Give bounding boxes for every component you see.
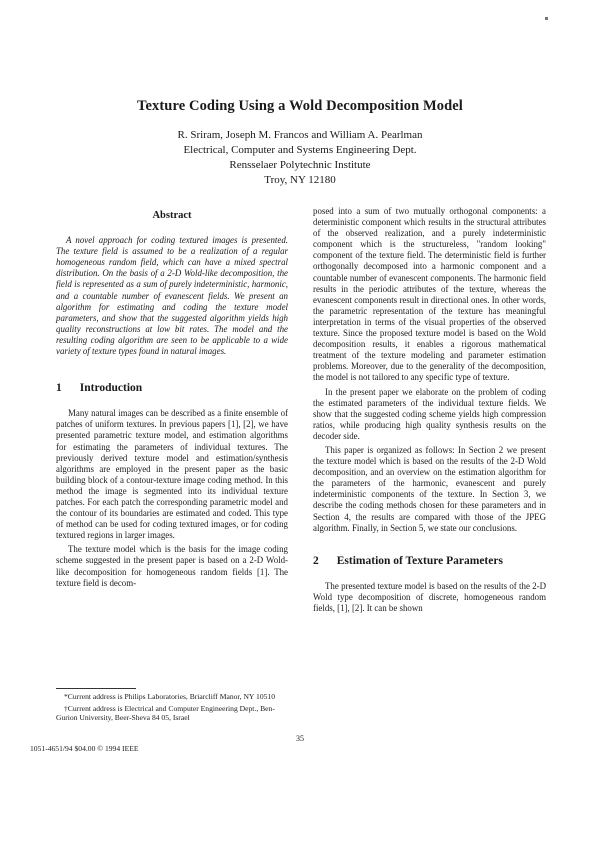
right-column xyxy=(313,206,546,617)
section-2-heading xyxy=(313,556,546,567)
abstract-heading: Abstract xyxy=(152,210,192,221)
intro-paragraph-2: The texture model which is the basis for the image coding scheme suggested in the present paper is based on a 2-D Wold-like decomposition for homogeneous random fields [1]. The texture field is decom- xyxy=(56,544,288,588)
section-1-title: Introduction xyxy=(79,382,143,395)
affiliation-institute: Rensselaer Polytechnic Institute xyxy=(229,159,371,171)
paper-title: Texture Coding Using a Wold Decomposition Model xyxy=(137,98,463,114)
section-1-number: 1 xyxy=(56,382,62,395)
section-1-heading xyxy=(56,383,288,394)
left-column xyxy=(56,206,288,592)
footnotes xyxy=(56,688,288,725)
section-2-number: 2 xyxy=(313,554,319,567)
intro-paragraph-4: This paper is organized as follows: In Section 2 we present the texture model which is based on the results of the 2-D Wold decomposition, and an overview on the estimation algorithm for the parameters of the harmonic, evanescent and purely indeterministic components of the texture. In Section 3, we describe the coding methods chosen for these parameters and in Section 4, the results are compared with those of the JPEG algorithm. Finally, in Section 5, we state our conclusions. xyxy=(313,444,546,533)
author-block xyxy=(80,128,520,188)
copyright-line: 1051-4651/94 $04.00 © 1994 IEEE xyxy=(30,744,139,753)
footnote-rule xyxy=(56,688,136,689)
footnote-2: †Current address is Electrical and Computer Engineering Dept., Ben-Gurion University, Beer-Sheva 84 05, Israel xyxy=(56,703,275,723)
intro-paragraph-1: Many natural images can be described as a finite ensemble of patches of uniform textures. In previous papers [1], [2], we have presented parametric texture model, and estimation algorithms for estimating the parameters of individual textures. The previously derived texture model and estimation/synthesis algorithms are employed in the present paper as the basic building block of a contour-texture image coding method. In this method the image is segmented into its individual texture patches. For each patch the corresponding parametric model and the contour of its boundaries are estimated and coded. This type of method can be used for coding textured images, or for coding textured regions in larger images. xyxy=(56,408,288,541)
affiliation-location: Troy, NY 12180 xyxy=(264,174,336,186)
author-names: R. Sriram, Joseph M. Francos and William A. Pearlman xyxy=(177,129,423,141)
footnote-1: *Current address is Philips Laboratories, Briarcliff Manor, NY 10510 xyxy=(64,692,276,701)
intro-paragraph-3: In the present paper we elaborate on the problem of coding the estimated parameters of the individual texture fields. We show that the suggested coding scheme yields high compression ratios, while producing high quality synthesis results on the decoder side. xyxy=(313,386,546,441)
intro-continuation: posed into a sum of two mutually orthogonal components: a deterministic component which results in the structural attributes of the observed realization, and a purely indeterministic component which is the structureless, "random looking" component of the texture field. The deterministic field is further orthogonally decomposed into a harmonic component and a countable number of evanescent components. The harmonic field results in the periodic attributes of the texture, whereas the evanescent components result in directional ones. In other words, the parametric representation of the texture has meaningful interpretation in terms of the visual properties of the observed texture. Since the proposed texture model is based on the Wold decomposition results, it enables a rigorous mathematical treatment of the texture modeling and parameter estimation problems. Moreover, due to the generality of the decomposition, the model is not tailored to any specific type of texture. xyxy=(313,206,546,383)
scan-speck xyxy=(545,17,548,20)
section-2-title: Estimation of Texture Parameters xyxy=(336,554,503,567)
abstract-text: A novel approach for coding textured images is presented. The texture field is assumed to be a realization of a regular homogeneous random field, which can have a mixed spectral distribution. On the basis of a 2-D Wold-like decomposition, the field is represented as a sum of purely indeterministic, harmonic, and a countable number of evanescent fields. We present an algorithm for estimating and coding the texture model parameters, and show that the suggested algorithm yields high quality reconstructions at low bit rates. The model and the resulting coding algorithm are seen to be applicable to a wide variety of texture types found in natural images. xyxy=(56,235,288,357)
affiliation-department: Electrical, Computer and Systems Engineering Dept. xyxy=(183,144,417,156)
section-2-paragraph: The presented texture model is based on the results of the 2-D Wold type decomposition of discrete, homogeneous random fields, [1], [2]. It can be shown xyxy=(313,580,546,613)
page-number: 35 xyxy=(296,734,304,743)
